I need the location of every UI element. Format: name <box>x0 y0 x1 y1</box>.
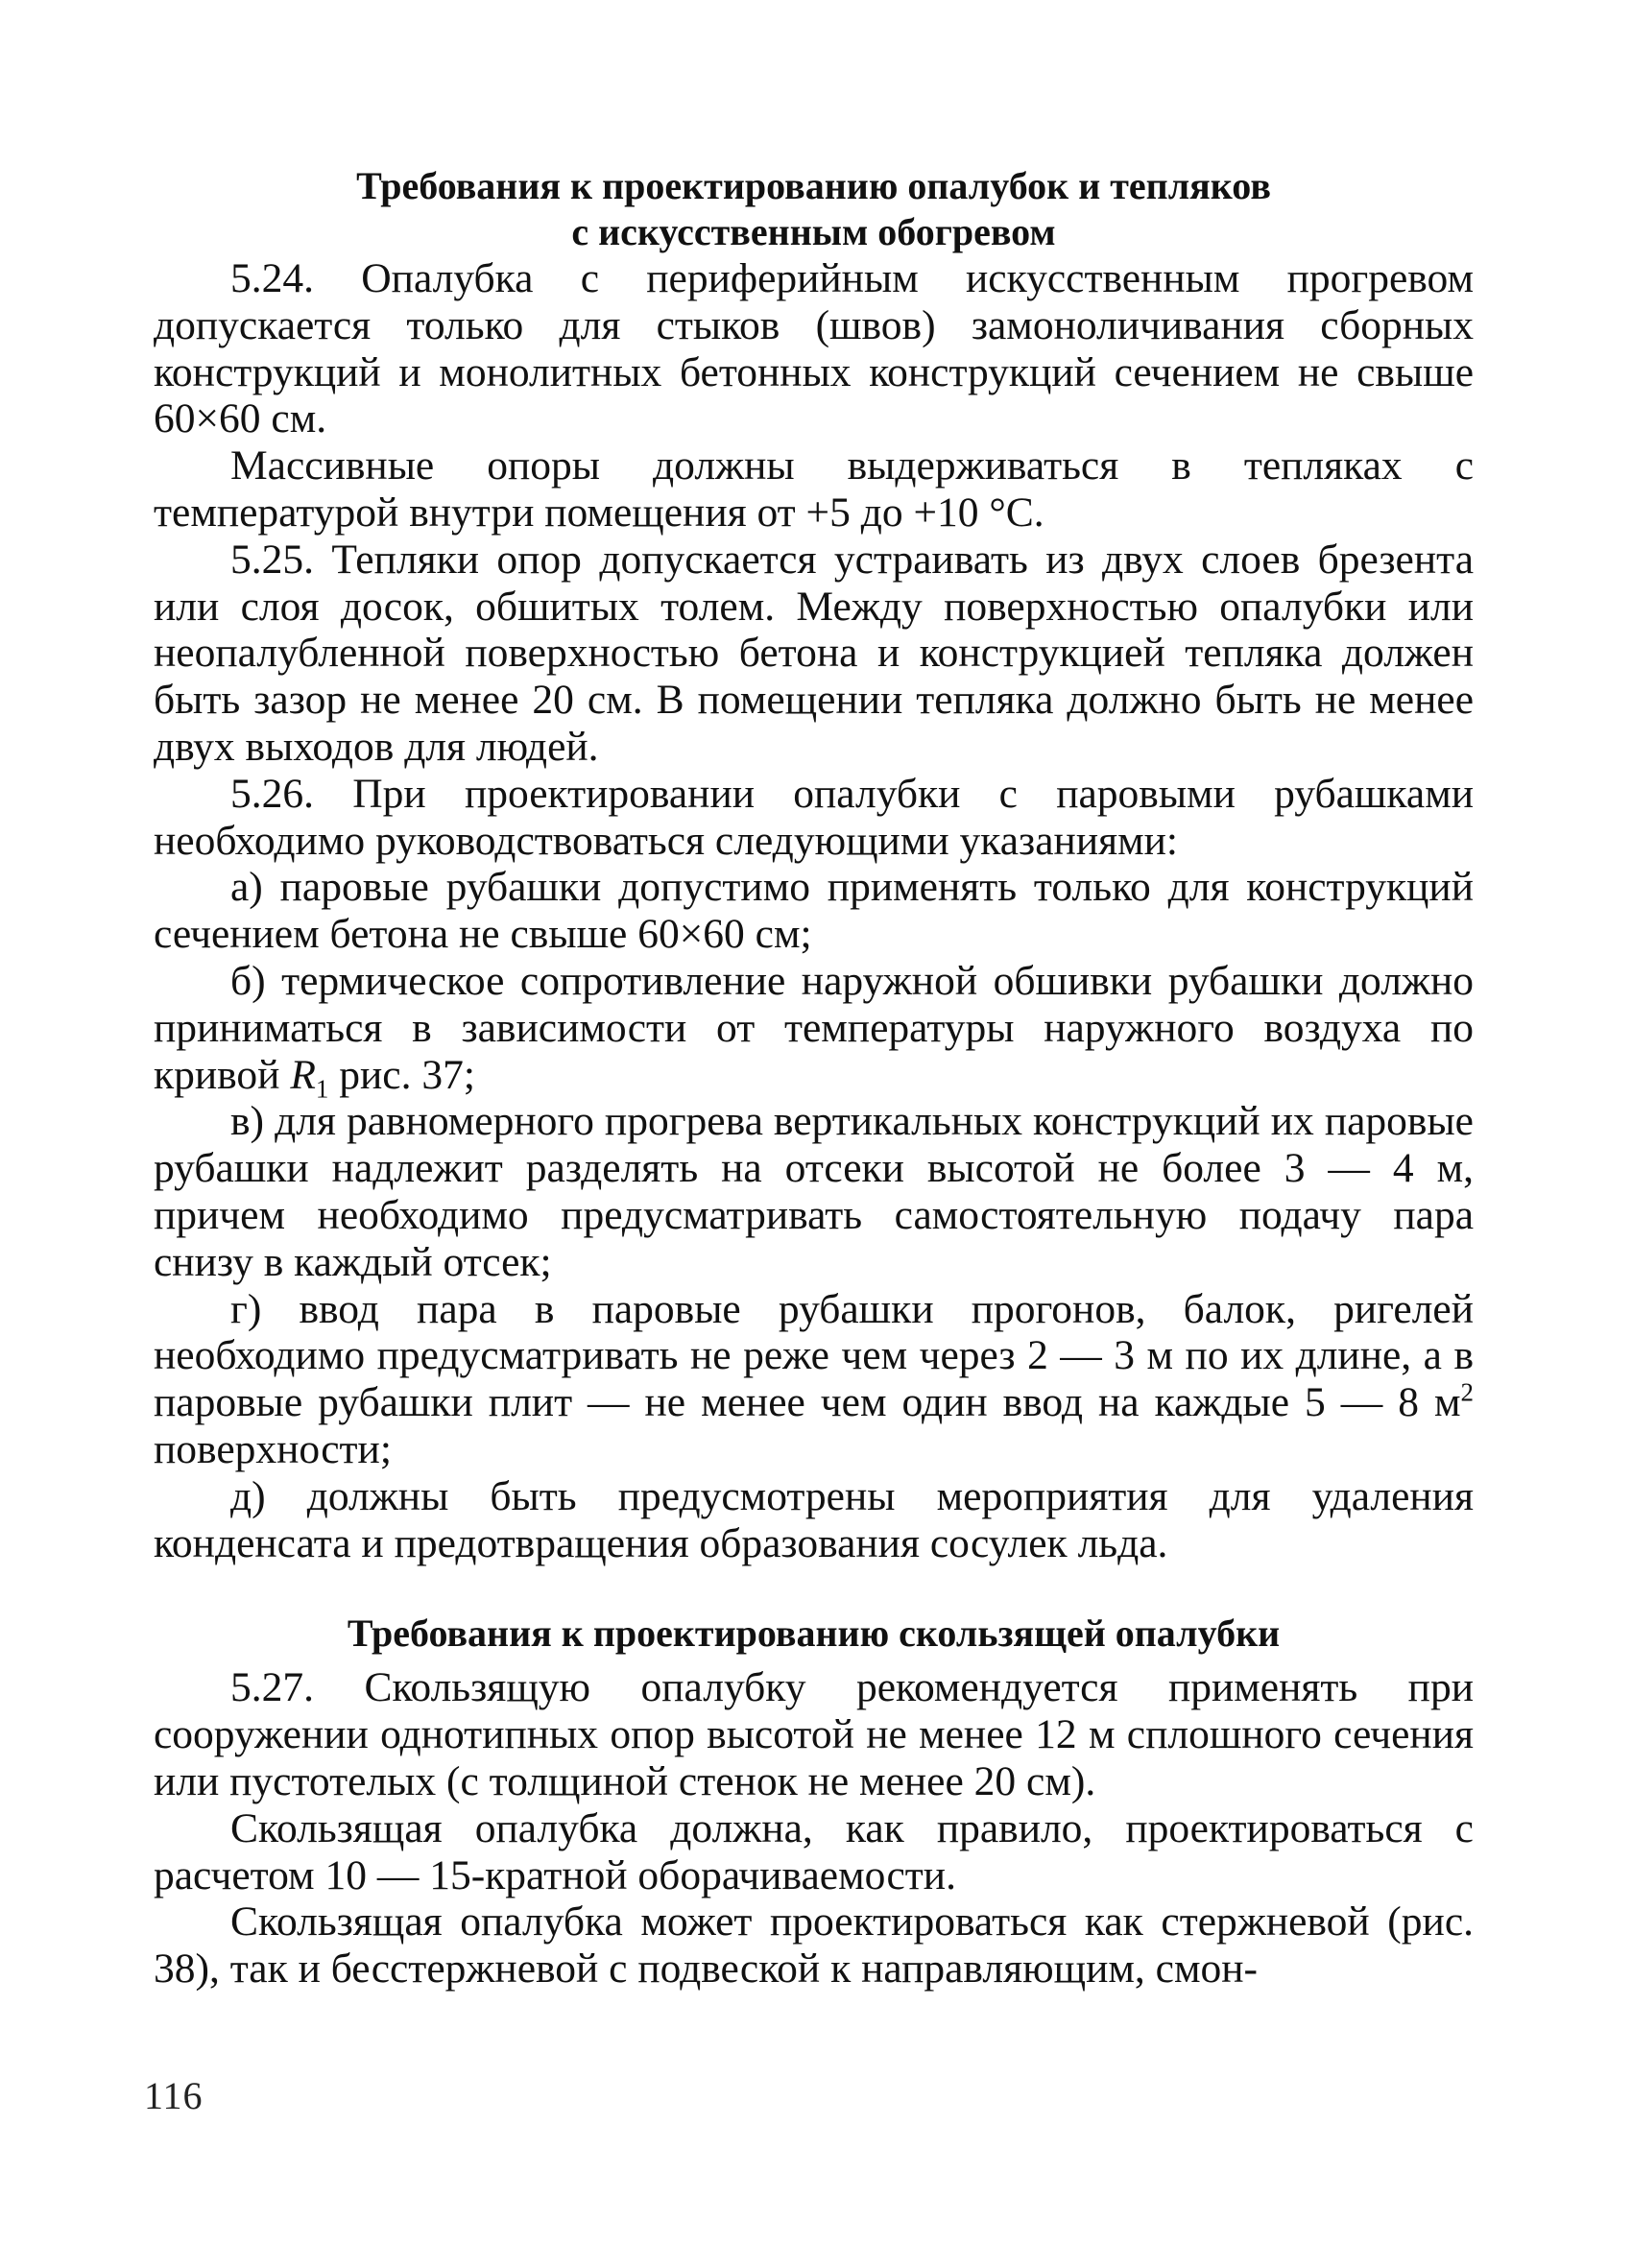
paragraph-5-27: 5.27. Скользящую опалубку рекомендуется применять при сооружении однотипных опор высотой не менее 12 м сплошного сечения или пустотелых (с толщиной стенок не менее 20 см). <box>154 1664 1474 1804</box>
heading-line-2: с искусственным обогревом <box>571 210 1056 253</box>
list-item-a: а) паровые рубашки допустимо применять только для конструкций сечением бетона не свыше 60×60 см; <box>154 864 1474 958</box>
section-heading-sliding-formwork: Требования к проектированию скользящей опалубки <box>347 1611 1281 1656</box>
list-item-d: д) должны быть предусмотрены мероприятия для удаления конденсата и предотвращения образования сосулек льда. <box>154 1472 1474 1566</box>
paragraph-5-24: 5.24. Опалубка с периферийным искусственным прогревом допускается только для стыков (швов) замоноличивания сборных конструкций и монолитных бетонных конструкций сечением не свыше 60×60 см. <box>154 255 1474 442</box>
document-page <box>154 163 1474 1993</box>
list-item-b-text: б) термическое сопротивление наружной обшивки рубашки должно приниматься в зависимости от температуры наружного воздуха по кривой <box>154 957 1474 1098</box>
page-number: 116 <box>144 2074 204 2117</box>
paragraph-5-25: 5.25. Тепляки опор допускается устраивать из двух слоев брезента или слоя досок, обшитых толем. Между поверхностью опалубки или неопалубленной поверхностью бетона и конструкцией тепляка должен быть зазор не менее 20 см. В помещении тепляка должно быть не менее двух выходов для людей. <box>154 536 1474 770</box>
paragraph-formwork-types: Скользящая опалубка может проектироваться как стержневой (рис. 38), так и бесстержневой с подвеской к направляющим, смон- <box>154 1898 1474 1993</box>
section-heading-heated-formwork <box>154 163 1474 255</box>
list-item-v: в) для равномерного прогрева вертикальных конструкций их паровые рубашки надлежит разделять на отсеки высотой не более 3 — 4 м, причем необходимо предусматривать самостоятельную подачу пара снизу в каждый отсек; <box>154 1098 1474 1285</box>
resistance-variable: R <box>290 1051 316 1098</box>
list-item-b <box>154 957 1474 1104</box>
area-unit-superscript: 2 <box>1460 1377 1474 1407</box>
list-item-g-tail: поверхности; <box>154 1425 392 1472</box>
paragraph-5-26: 5.26. При проектировании опалубки с паровыми рубашками необходимо руководствоваться следующими указаниями: <box>154 770 1474 864</box>
resistance-subscript: 1 <box>315 1074 329 1104</box>
paragraph-turnover: Скользящая опалубка должна, как правило, проектироваться с расчетом 10 — 15-кратной оборачиваемости. <box>154 1804 1474 1898</box>
list-item-g-text: г) ввод пара в паровые рубашки прогонов, балок, ригелей необходимо предусматривать не реже чем через 2 — 3 м по их длине, а в паровые рубашки плит — не менее чем один ввод на каждые 5 — 8 м <box>154 1285 1474 1426</box>
list-item-g <box>154 1286 1474 1473</box>
list-item-b-figure-ref: рис. 37; <box>328 1051 475 1098</box>
heading-line-1: Требования к проектированию опалубок и тепляков <box>356 164 1271 207</box>
paragraph-massive-supports: Массивные опоры должны выдерживаться в тепляках с температурой внутри помещения от +5 до +10 °С. <box>154 442 1474 536</box>
